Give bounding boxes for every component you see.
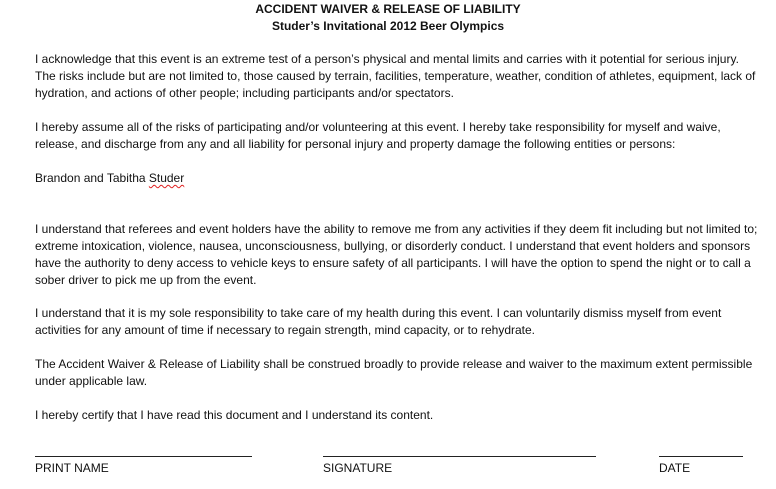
print-name-label: PRINT NAME bbox=[35, 461, 109, 475]
risks-paragraph: I acknowledge that this event is an extreme test of a person’s physical and mental limits and carries with it potential for serious injury. The risks include but are not limited to, those caused by terrain, facilities, temperature, weather, condition of athletes, equipment, lack of hydration, and actions of other people; including participants and/or spectators. bbox=[35, 52, 756, 100]
assume-risks-paragraph: I hereby assume all of the risks of participating and/or volunteering at this event. I hereby take responsibility for myself and waive, release, and discharge from any and all liability for personal injury and property damage the following entities or persons: bbox=[35, 120, 721, 151]
removal-paragraph: I understand that referees and event holders have the ability to remove me from any activities if they deem fit including but not limited to; extreme intoxication, violence, nausea, unconsciousness, bullying, or disorderly conduct. I understand that event holders and sponsors have the authority to deny access to vehicle keys to ensure safety of all participants. I will have the option to spend the night or to call a sober driver to pick me up from the event. bbox=[35, 222, 758, 287]
released-entities bbox=[35, 170, 760, 187]
document-title: ACCIDENT WAIVER & RELEASE OF LIABILITY bbox=[255, 2, 521, 16]
document-subtitle: Studer’s Invitational 2012 Beer Olympics bbox=[271, 19, 505, 33]
date-line bbox=[659, 456, 743, 457]
print-name-line bbox=[35, 456, 252, 457]
health-paragraph: I understand that it is my sole responsibility to take care of my health during this event. I can voluntarily dismiss myself from event activities for any amount of time if necessary to regain strength, mind capacity, or to rehydrate. bbox=[35, 306, 722, 337]
spellcheck-flagged-word: Studer bbox=[148, 171, 185, 185]
construed-paragraph: The Accident Waiver & Release of Liability shall be construed broadly to provide release and waiver to the maximum extent permissible under applicable law. bbox=[35, 357, 753, 388]
signature-label: SIGNATURE bbox=[323, 461, 393, 475]
certify-paragraph: I hereby certify that I have read this document and I understand its content. bbox=[35, 408, 434, 422]
released-entities-names: Brandon and Tabitha bbox=[35, 171, 149, 185]
date-label: DATE bbox=[659, 461, 691, 475]
signature-line bbox=[323, 456, 596, 457]
